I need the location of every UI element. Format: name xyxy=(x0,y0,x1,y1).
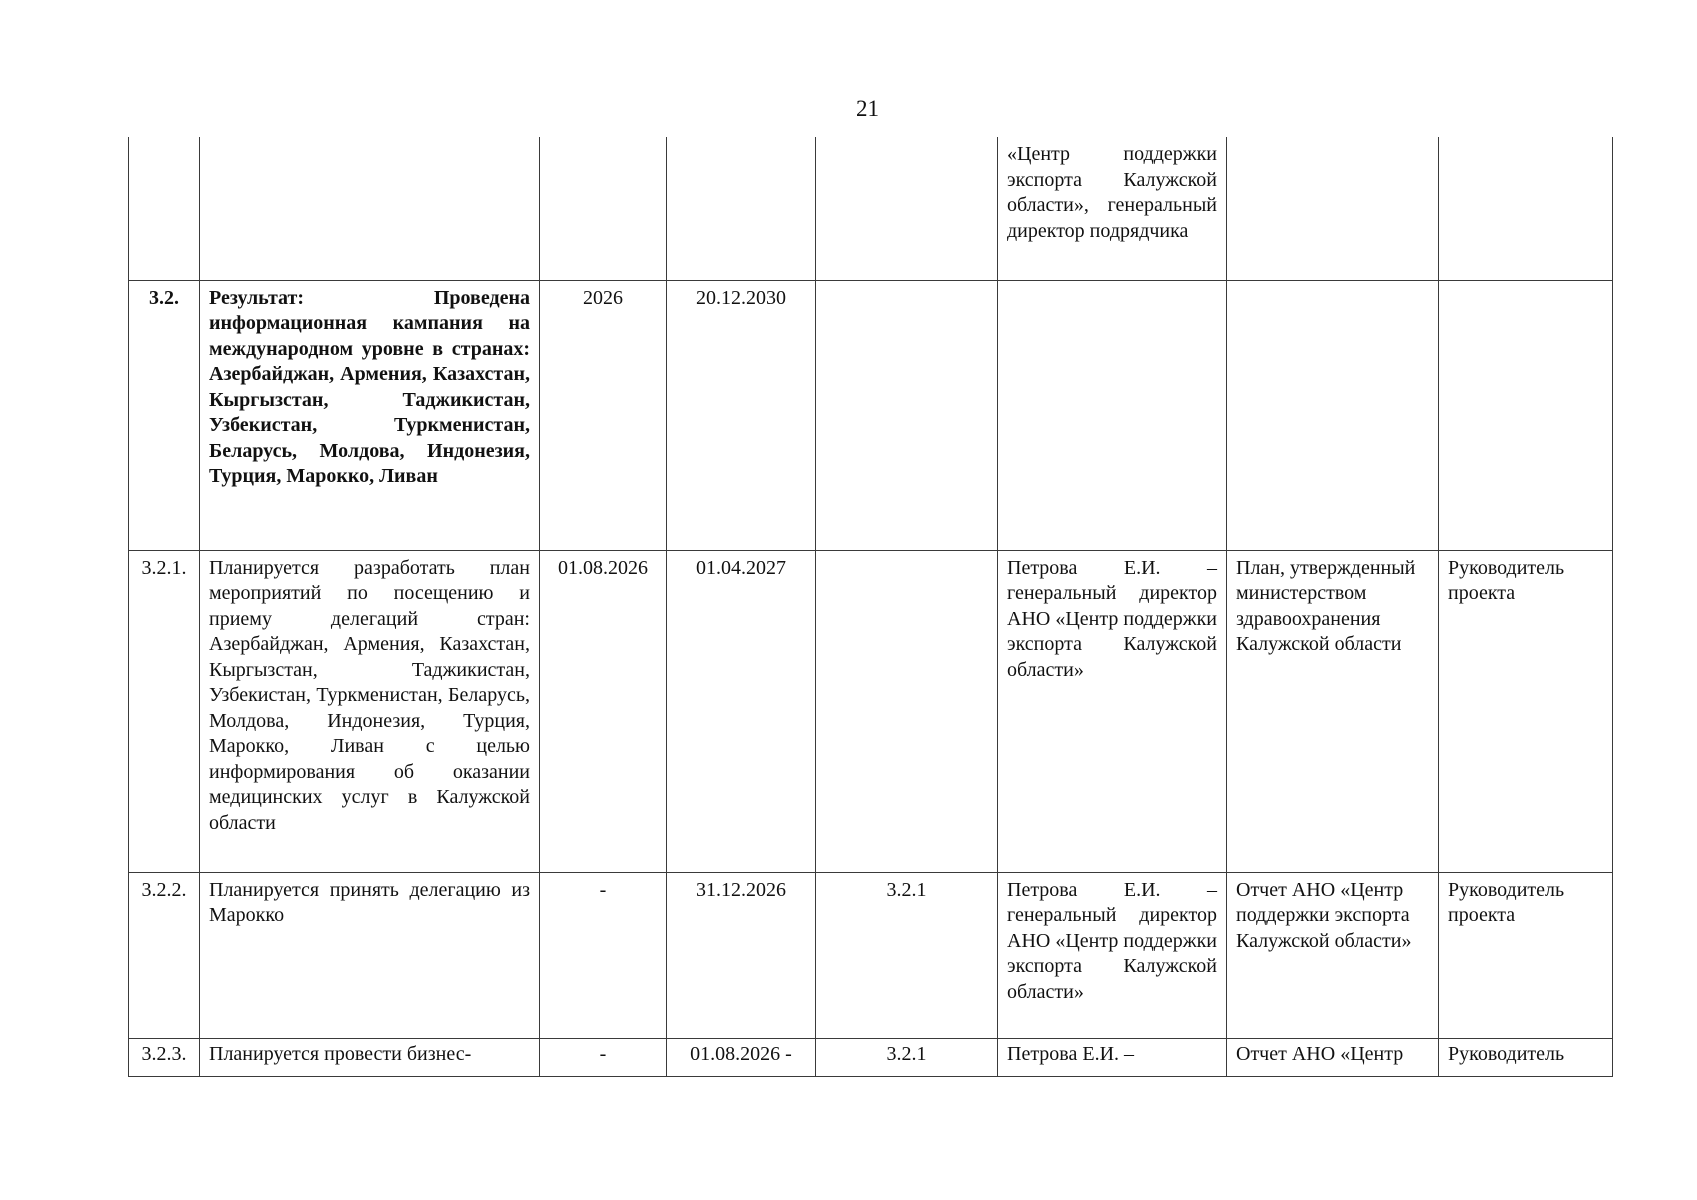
cell-end-date: 20.12.2030 xyxy=(667,280,816,550)
cell-number xyxy=(129,137,200,280)
cell-start-date: - xyxy=(540,1038,667,1076)
table-row-continuation xyxy=(129,137,1613,280)
cell-description xyxy=(200,137,540,280)
cell-result-document: Отчет АНО «Центр поддержки экспорта Калужской области» xyxy=(1227,872,1439,1038)
cell-predecessor xyxy=(816,137,998,280)
cell-description: Результат: Проведена информационная кампания на международном уровне в странах: Азербайджан, Армения, Казахстан, Кыргызстан, Таджикистан, Узбекистан, Туркменистан, Беларусь, Молдова, Индонезия, Турция, Марокко, Ливан xyxy=(200,280,540,550)
cell-end-date xyxy=(667,137,816,280)
cell-result-document: План, утвержденный министерством здравоохранения Калужской области xyxy=(1227,550,1439,872)
cell-start-date: - xyxy=(540,872,667,1038)
cell-responsible: Петрова Е.И. – генеральный директор АНО «Центр поддержки экспорта Калужской области» xyxy=(998,872,1227,1038)
cell-result-document xyxy=(1227,280,1439,550)
cell-end-date: 01.08.2026 - xyxy=(667,1038,816,1076)
cell-approval: Руководитель xyxy=(1439,1038,1613,1076)
cell-start-date xyxy=(540,137,667,280)
cell-predecessor: 3.2.1 xyxy=(816,1038,998,1076)
table-row-3-2-3 xyxy=(129,1038,1613,1076)
cell-result-document: Отчет АНО «Центр xyxy=(1227,1038,1439,1076)
cell-number: 3.2. xyxy=(129,280,200,550)
cell-result-document xyxy=(1227,137,1439,280)
cell-predecessor xyxy=(816,550,998,872)
cell-number: 3.2.3. xyxy=(129,1038,200,1076)
cell-number: 3.2.2. xyxy=(129,872,200,1038)
cell-responsible: Петрова Е.И. – xyxy=(998,1038,1227,1076)
cell-end-date: 31.12.2026 xyxy=(667,872,816,1038)
table-row-3-2-1 xyxy=(129,550,1613,872)
cell-predecessor: 3.2.1 xyxy=(816,872,998,1038)
cell-start-date: 2026 xyxy=(540,280,667,550)
project-plan-table xyxy=(128,137,1613,1077)
cell-end-date: 01.04.2027 xyxy=(667,550,816,872)
cell-description: Планируется провести бизнес- xyxy=(200,1038,540,1076)
cell-responsible: «Центр поддержки экспорта Калужской области», генеральный директор подрядчика xyxy=(998,137,1227,280)
cell-description: Планируется принять делегацию из Марокко xyxy=(200,872,540,1038)
cell-responsible: Петрова Е.И. – генеральный директор АНО «Центр поддержки экспорта Калужской области» xyxy=(998,550,1227,872)
cell-approval xyxy=(1439,280,1613,550)
table-row-3-2-2 xyxy=(129,872,1613,1038)
cell-number: 3.2.1. xyxy=(129,550,200,872)
cell-start-date: 01.08.2026 xyxy=(540,550,667,872)
cell-approval: Руководитель проекта xyxy=(1439,872,1613,1038)
cell-description: Планируется разработать план мероприятий по посещению и приему делегаций стран: Азербайджан, Армения, Казахстан, Кыргызстан, Таджикистан, Узбекистан, Туркменистан, Беларусь, Молдова, Индонезия, Турция, Марокко, Ливан с целью информирования об оказании медицинских услуг в Калужской области xyxy=(200,550,540,872)
cell-approval xyxy=(1439,137,1613,280)
cell-responsible xyxy=(998,280,1227,550)
cell-predecessor xyxy=(816,280,998,550)
cell-approval: Руководитель проекта xyxy=(1439,550,1613,872)
page-number: 21 xyxy=(856,96,879,121)
table-row-result-3-2 xyxy=(129,280,1613,550)
